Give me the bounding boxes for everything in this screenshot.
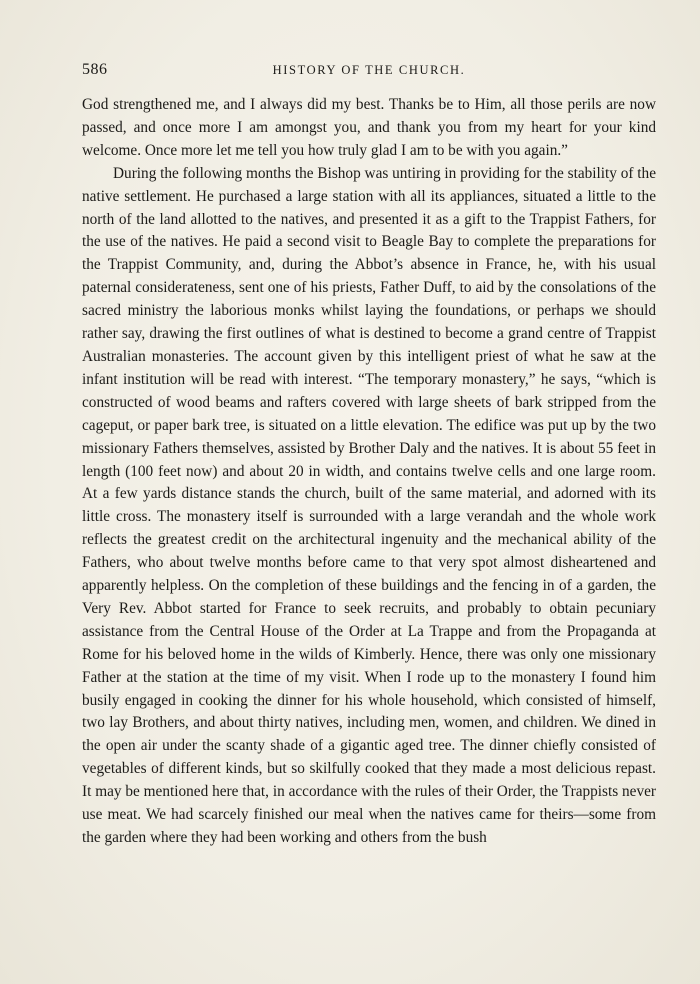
paragraph-trappist-settlement: During the following months the Bishop was untiring in providing for the stability of the native settlement. He purchased a large station with all its appliances, situated a little to the north of the land allotted to the natives, and presented it as a gift to the Trappist Fathers, for the use of the natives. He paid a second visit to Beagle Bay to complete the preparations for the Trappist Community, and, during the Abbot’s absence in France, he, with his usual paternal considerateness, sent one of his priests, Father Duff, to aid by the consolations of the sacred ministry the laborious monks whilst laying the foundations, or perhaps we should rather say, drawing the first outlines of what is destined to become a grand centre of Trappist Australian monasteries. The account given by this intelligent priest of what he saw at the infant institution will be read with interest. “The temporary monastery,” he says, “which is constructed of wood beams and rafters covered with large sheets of bark stripped from the cageput, or paper bark tree, is situated on a little elevation. The edifice was put up by the two missionary Fathers themselves, assisted by Brother Daly and the natives. It is about 55 feet in length (100 feet now) and about 20 in width, and contains twelve cells and one large room. At a few yards distance stands the church, built of the same material, and adorned with its little cross. The monastery itself is surrounded with a large verandah and the whole work reflects the greatest credit on the architectural ingenuity and the mechanical ability of the Fathers, who about twelve months before came to that very spot almost disheartened and apparently helpless. On the completion of these buildings and the fencing in of a garden, the Very Rev. Abbot started for France to seek recruits, and probably to obtain pecuniary assistance from the Central House of the Order at La Trappe and from the Propaganda at Rome for his beloved home in the wilds of Kimberly. Hence, there was only one missionary Father at the station at the time of my visit. When I rode up to the monastery I found him busily engaged in cooking the dinner for his whole household, which consisted of himself, two lay Brothers, and about thirty natives, including men, women, and children. We dined in the open air under the scanty shade of a gigantic aged tree. The dinner chiefly consisted of vegetables of different kinds, but so skilfully cooked that they made a most delicious repast. It may be mentioned here that, in accordance with the rules of their Order, the Trappists never use meat. We had scarcely finished our meal when the natives came for theirs—some from the garden where they had been working and others from the bush bbox=[82, 164, 656, 846]
body-text bbox=[82, 94, 656, 850]
running-head: HISTORY OF THE CHURCH. bbox=[272, 63, 466, 77]
page-number: 586 bbox=[82, 61, 108, 78]
paragraph-continued: God strengthened me, and I always did my best. Thanks be to Him, all those perils are now passed, and once more I am amongst you, and thank you from my heart for your kind welcome. Once more let me tell you how truly glad I am to be with you again.” bbox=[82, 96, 656, 159]
page-header bbox=[82, 61, 656, 85]
